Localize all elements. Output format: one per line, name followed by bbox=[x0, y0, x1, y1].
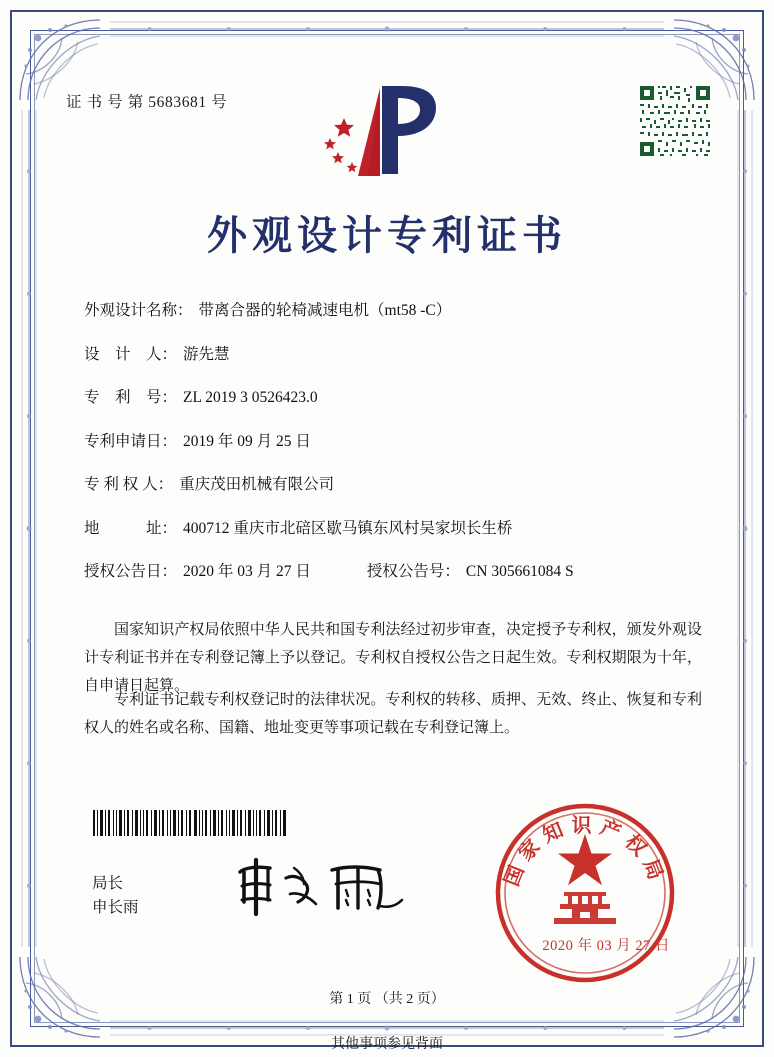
field-label: 外观设计名称： bbox=[84, 302, 193, 319]
certificate-number: 证 书 号 第 5683681 号 bbox=[66, 94, 228, 111]
qr-code-icon bbox=[638, 84, 712, 158]
grant-number-label: 授权公告号： bbox=[366, 563, 460, 580]
field-label: 地 址： bbox=[84, 519, 178, 537]
seal-date: 2020 年 03 月 27 日 bbox=[542, 938, 670, 954]
field-label: 专 利 号： bbox=[84, 389, 178, 406]
field-address bbox=[84, 516, 704, 538]
field-value: 带离合器的轮椅减速电机（mt58 -C） bbox=[198, 302, 452, 319]
field-value: 重庆茂田机械有限公司 bbox=[179, 476, 335, 493]
page-number: 第 1 页 （共 2 页） bbox=[329, 992, 445, 1007]
page-title: 外观设计专利证书 bbox=[207, 212, 567, 259]
field-value: 游先慧 bbox=[183, 345, 230, 363]
cnipa-logo-icon bbox=[322, 78, 452, 186]
director-block bbox=[92, 872, 139, 920]
field-value: 400712 重庆市北碚区歇马镇东风村吴家坝长生桥 bbox=[183, 519, 513, 537]
field-design-name bbox=[84, 298, 704, 320]
grant-number-value: CN 305661084 S bbox=[465, 563, 574, 580]
field-designer bbox=[84, 342, 704, 364]
field-value: ZL 2019 3 0526423.0 bbox=[183, 389, 318, 406]
official-seal-icon bbox=[492, 800, 678, 986]
field-application-date bbox=[84, 429, 704, 451]
director-name: 申长雨 bbox=[92, 899, 139, 916]
field-list bbox=[84, 298, 704, 603]
director-label: 局长 bbox=[92, 875, 124, 892]
field-label: 专利申请日： bbox=[84, 432, 178, 450]
field-patent-number bbox=[84, 385, 704, 407]
legal-paragraph-1: 国家知识产权局依照中华人民共和国专利法经过初步审查，决定授予专利权，颁发外观设计专利证书并在专利登记簿上予以登记。专利权自授权公告之日起生效。专利权期限为十年，自申请日起算。 bbox=[84, 622, 702, 694]
grant-date-value: 2020 年 03 月 27 日 bbox=[183, 563, 311, 580]
field-label: 专 利 权 人： bbox=[84, 476, 174, 493]
footnote: 其他事项参见背面 bbox=[331, 1037, 443, 1052]
field-patentee bbox=[84, 472, 704, 494]
handwritten-signature-icon bbox=[228, 856, 418, 918]
field-value: 2019 年 09 月 25 日 bbox=[183, 432, 311, 450]
barcode-icon bbox=[92, 810, 288, 836]
field-grant-row bbox=[84, 559, 704, 581]
seal-arc-text: 国家知识产权局 bbox=[499, 813, 671, 890]
legal-paragraph-2: 专利证书记载专利权登记时的法律状况。专利权的转移、质押、无效、终止、恢复和专利权人的姓名或名称、国籍、地址变更等事项记载在专利登记簿上。 bbox=[84, 692, 702, 736]
grant-date-label: 授权公告日： bbox=[84, 563, 178, 580]
field-label: 设 计 人： bbox=[84, 345, 178, 363]
